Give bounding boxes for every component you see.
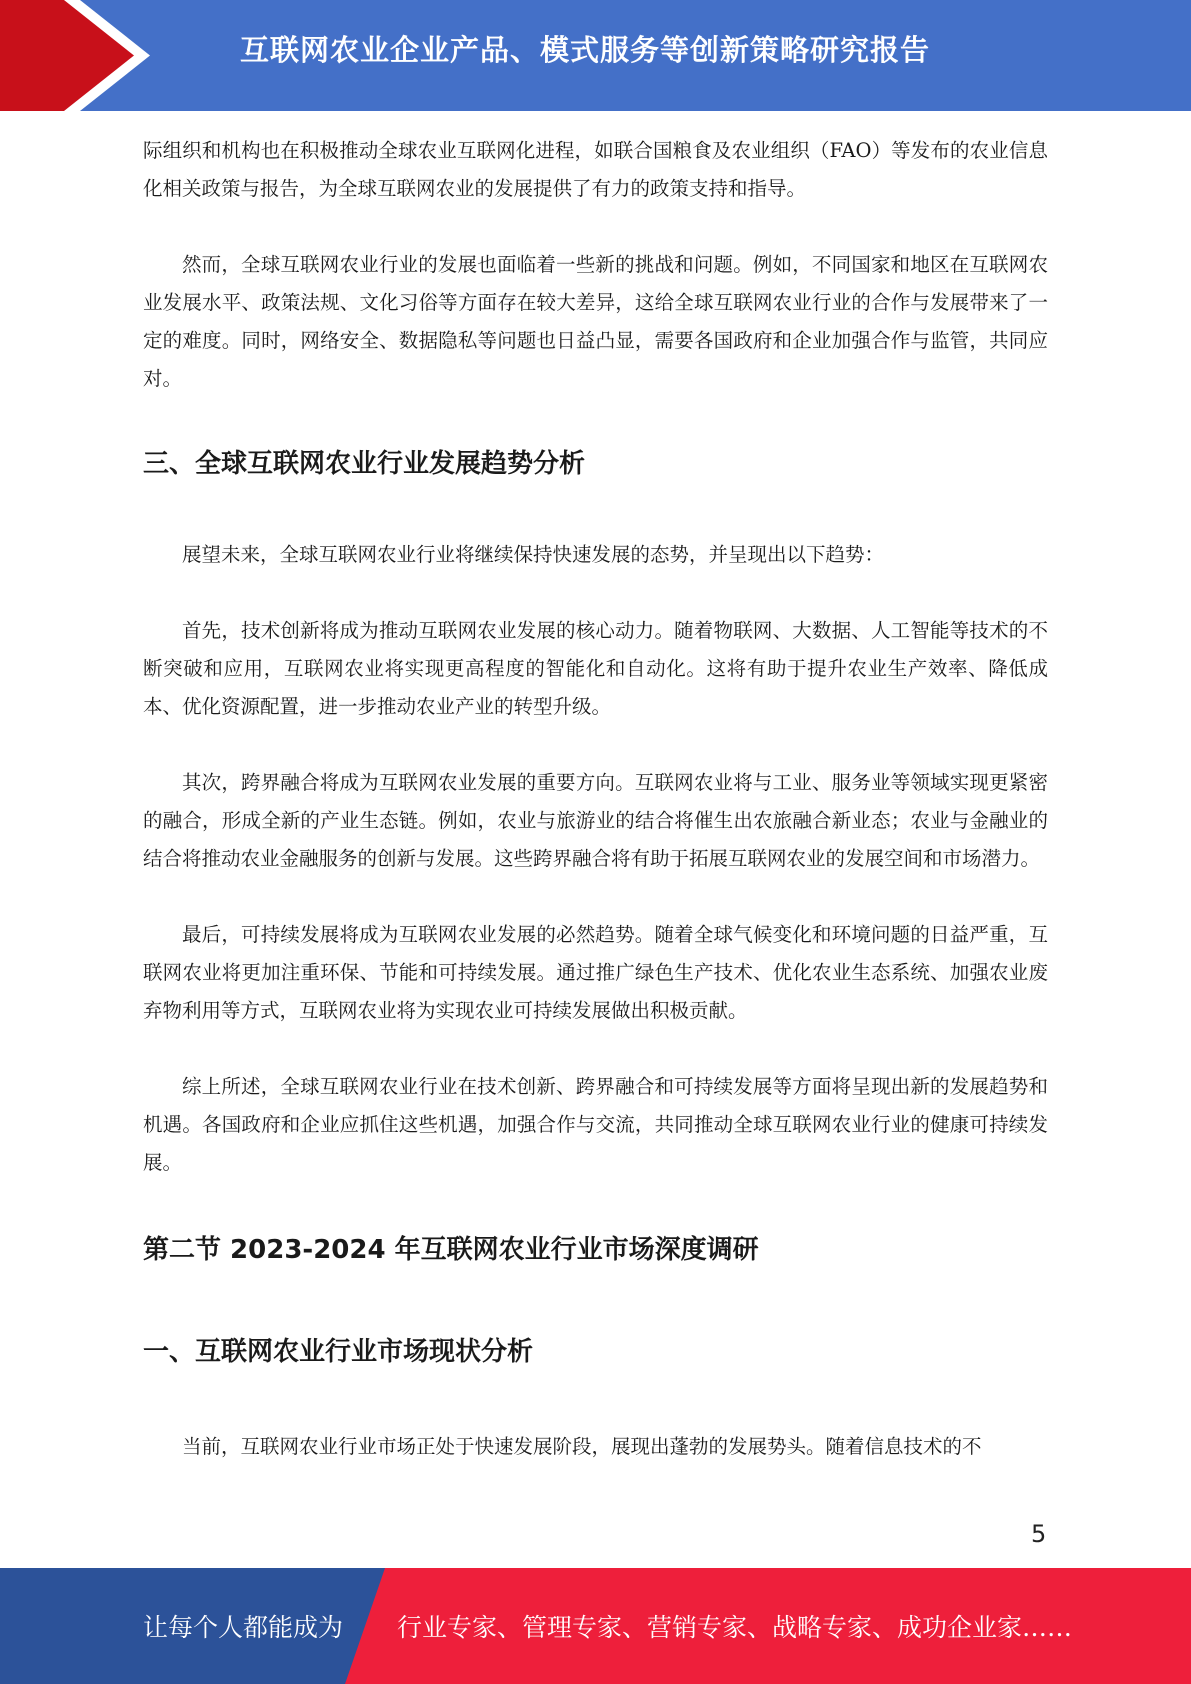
paragraph: 展望未来，全球互联网农业行业将继续保持快速发展的态势，并呈现出以下趋势：: [182, 543, 885, 566]
footer-slogan-right: 行业专家、管理专家、营销专家、战略专家、成功企业家……: [397, 1613, 1073, 1642]
footer-slogan-left: 让每个人都能成为: [143, 1613, 344, 1642]
paragraph: 其次，跨界融合将成为互联网农业发展的重要方向。互联网农业将与工业、服务业等领域实现更紧密的融合，形成全新的产业生态链。例如，农业与旅游业的结合将催生出农旅融合新业态；农业与金融业的结合将推动农业金融服务的创新与发展。这些跨界融合将有助于拓展互联网农业的发展空间和市场潜力。: [143, 771, 1048, 870]
page-footer: [0, 1568, 1191, 1684]
section-heading-status: 一、互联网农业行业市场现状分析: [143, 1337, 534, 1367]
header-arrow-decoration: [0, 0, 160, 111]
paragraph: 然而，全球互联网农业行业的发展也面临着一些新的挑战和问题。例如，不同国家和地区在互联网农业发展水平、政策法规、文化习俗等方面存在较大差异，这给全球互联网农业行业的合作与发展带来了一定的难度。同时，网络安全、数据隐私等问题也日益凸显，需要各国政府和企业加强合作与监管，共同应对。: [143, 253, 1048, 390]
paragraph: 首先，技术创新将成为推动互联网农业发展的核心动力。随着物联网、大数据、人工智能等技术的不断突破和应用，互联网农业将实现更高程度的智能化和自动化。这将有助于提升农业生产效率、降低成本、优化资源配置，进一步推动农业产业的转型升级。: [143, 619, 1048, 718]
report-title: 互联网农业企业产品、模式服务等创新策略研究报告: [240, 33, 931, 67]
document-body: [143, 132, 1048, 1466]
chapter-section-heading: 第二节 2023-2024 年互联网农业行业市场深度调研: [143, 1235, 759, 1265]
paragraph: 际组织和机构也在积极推动全球农业互联网化进程，如联合国粮食及农业组织（FAO）等发布的农业信息化相关政策与报告，为全球互联网农业的发展提供了有力的政策支持和指导。: [143, 139, 1048, 200]
paragraph: 综上所述，全球互联网农业行业在技术创新、跨界融合和可持续发展等方面将呈现出新的发展趋势和机遇。各国政府和企业应抓住这些机遇，加强合作与交流，共同推动全球互联网农业行业的健康可持续发展。: [143, 1075, 1048, 1174]
section-heading-trend: 三、全球互联网农业行业发展趋势分析: [143, 449, 586, 479]
paragraph: 最后，可持续发展将成为互联网农业发展的必然趋势。随着全球气候变化和环境问题的日益严重，互联网农业将更加注重环保、节能和可持续发展。通过推广绿色生产技术、优化农业生态系统、加强农业废弃物利用等方式，互联网农业将为实现农业可持续发展做出积极贡献。: [143, 923, 1048, 1022]
paragraph: 当前，互联网农业行业市场正处于快速发展阶段，展现出蓬勃的发展势头。随着信息技术的不: [182, 1435, 982, 1458]
page-header: [0, 0, 1191, 111]
page-number: 5: [1031, 1520, 1047, 1548]
